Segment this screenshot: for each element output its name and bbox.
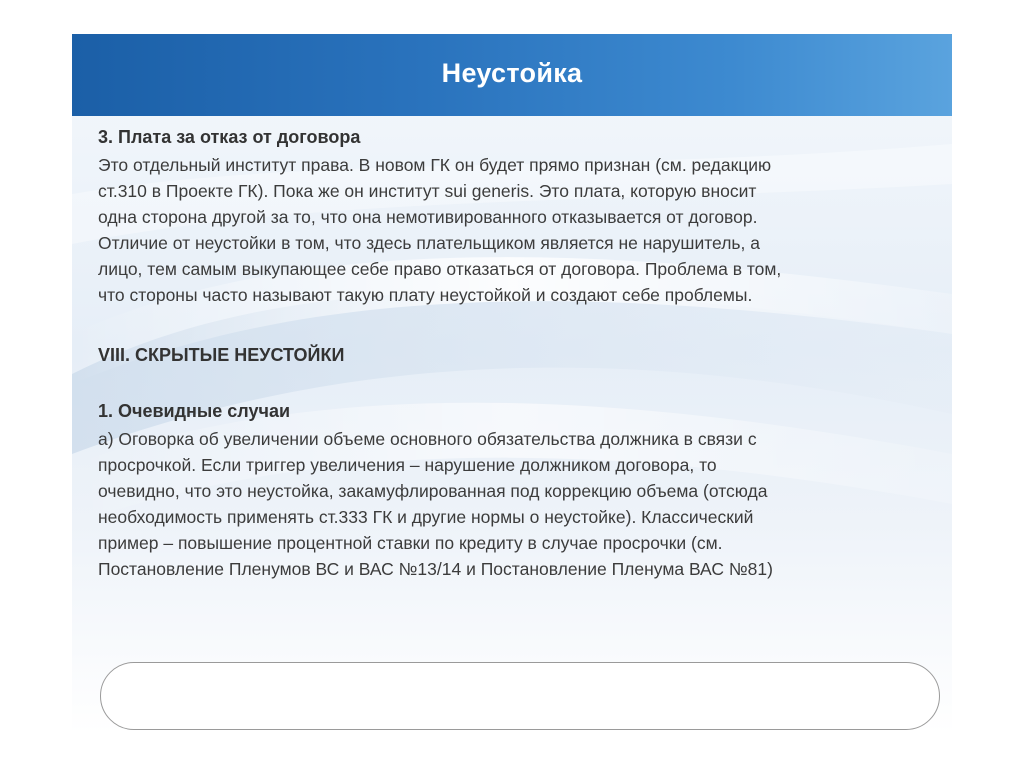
text-line: просрочкой. Если триггер увеличения – нарушение должником договора, то: [98, 455, 717, 475]
slide-content: [98, 124, 928, 582]
section-heading-obvious-cases: 1. Очевидные случаи: [98, 401, 291, 421]
slide-header: [72, 34, 952, 116]
text-line: Постановление Пленумов ВС и ВАС №13/14 и Постановление Пленума ВАС №81): [98, 559, 773, 579]
section-heading-hidden-penalties: VIII. СКРЫТЫЕ НЕУСТОЙКИ: [98, 345, 345, 365]
text-line: одна сторона другой за то, что она немотивированного отказывается от договор.: [98, 207, 758, 227]
slide-title: Неустойка: [441, 58, 583, 88]
text-line: очевидно, что это неустойка, закамуфлированная под коррекцию объема (отсюда: [98, 481, 768, 501]
text-line: что стороны часто называют такую плату неустойкой и создают себе проблемы.: [98, 285, 753, 305]
text-line: а) Оговорка об увеличении объеме основного обязательства должника в связи с: [98, 429, 757, 449]
section-heading-payment-for-refusal: 3. Плата за отказ от договора: [98, 127, 361, 147]
text-line: пример – повышение процентной ставки по кредиту в случае просрочки (см.: [98, 533, 723, 553]
text-line: необходимость применять ст.333 ГК и другие нормы о неустойке). Классический: [98, 507, 754, 527]
slide: [72, 34, 952, 734]
text-line: ст.310 в Проекте ГК). Пока же он институт sui generis. Это плата, которую вносит: [98, 181, 757, 201]
text-line: лицо, тем самым выкупающее себе право отказаться от договора. Проблема в том,: [98, 259, 782, 279]
text-line: Отличие от неустойки в том, что здесь плательщиком является не нарушитель, а: [98, 233, 760, 253]
text-line: Это отдельный институт права. В новом ГК он будет прямо признан (см. редакцию: [98, 155, 772, 175]
empty-rounded-box: [100, 662, 940, 730]
section-paragraph: [98, 152, 928, 308]
section-paragraph: [98, 426, 928, 582]
